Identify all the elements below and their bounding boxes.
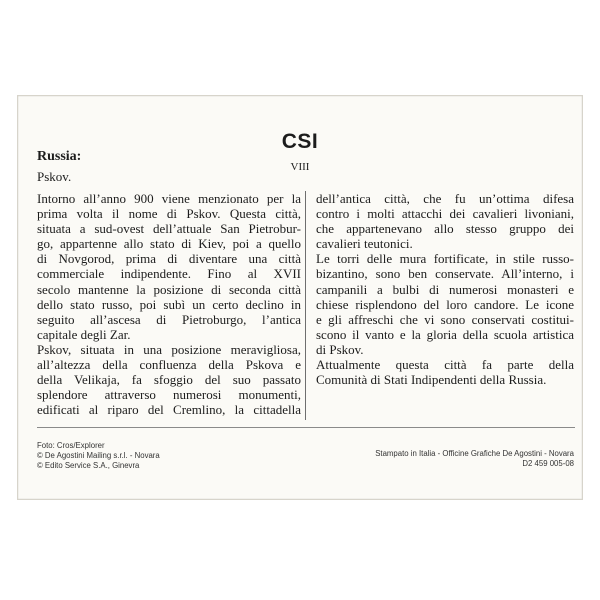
text-line: di Novgorod, prima di diventare una città (37, 251, 301, 267)
text-line: secolo mantenne la posizione di seconda città (37, 281, 301, 297)
text-line: di Pskov. (316, 341, 364, 357)
text-line: e gli affreschi che vi sono conservati costitui- (316, 311, 574, 327)
text-line: splendore attraverso numerosi monumenti, (37, 387, 301, 403)
text-line: dell’antica città, che fu un’ottima difesa (316, 191, 574, 206)
photo-credits (37, 441, 160, 471)
text-line: Comunità di Stati Indipendenti della Russia. (316, 372, 547, 388)
product-code: D2 459 005-08 (522, 459, 574, 468)
text-line: all’altezza della confluenza della Pskova e (37, 357, 301, 373)
country-heading: Russia: (37, 149, 82, 164)
text-line: della Velikaja, fa sfoggio del suo passato (37, 372, 301, 388)
text-line: cavalieri teutonici. (316, 236, 413, 252)
printer-info (375, 449, 574, 469)
text-line: contro i molti attacchi dei cavalieri livoniani, (316, 206, 574, 222)
card-number: VIII (290, 161, 310, 173)
credit-line: © Edito Service S.A., Ginevra (37, 461, 140, 470)
text-line: che appartenevano allo stesso gruppo dei (316, 221, 574, 237)
text-line: dello stato russo, poi subì un certo declino in (37, 296, 301, 312)
text-line: situata a sud-ovest dell’attuale San Pietrobur- (37, 221, 301, 237)
text-line: seguito all’ascesa di Pietroburgo, l’antica (37, 311, 301, 327)
text-column-right (316, 191, 574, 387)
text-line: commerciale indipendente. Fino al XVII (37, 266, 301, 282)
text-line: campanili a bulbi di numerosi monasteri e (316, 281, 574, 297)
text-column-left (37, 191, 301, 417)
printed-in-text: Stampato in Italia - Officine Grafiche De Agostini - Novara (375, 449, 574, 458)
credit-line: © De Agostini Mailing s.r.l. - Novara (37, 451, 160, 460)
text-line: Le torri delle mura fortificate, in stile russo- (316, 251, 574, 267)
credit-line: Foto: Cros/Explorer (37, 441, 105, 450)
text-line: capitale degli Zar. (37, 326, 131, 342)
text-line: scono il vanto e la gloria della scuola artistica (316, 326, 574, 342)
text-line: Attualmente questa città fa parte della (316, 357, 574, 373)
column-divider (305, 191, 306, 420)
text-line: go, appartenne allo stato di Kiev, poi a quello (37, 236, 301, 252)
text-line: Intorno all’anno 900 viene menzionato per la (37, 191, 301, 206)
text-line: bizantino, sono ben conservate. All’interno, i (316, 266, 574, 282)
text-line: prima volta il nome di Pskov. Questa città, (37, 206, 301, 222)
text-line: edificati al riparo del Cremlino, la cittadella (37, 402, 301, 418)
city-name: Pskov. (37, 169, 72, 184)
footer-divider (37, 427, 575, 428)
text-line: chiese risplendono del loro candore. Le icone (316, 296, 574, 312)
text-line: Pskov, situata in una posizione meravigliosa, (37, 341, 301, 357)
page-title: CSI (281, 130, 319, 153)
